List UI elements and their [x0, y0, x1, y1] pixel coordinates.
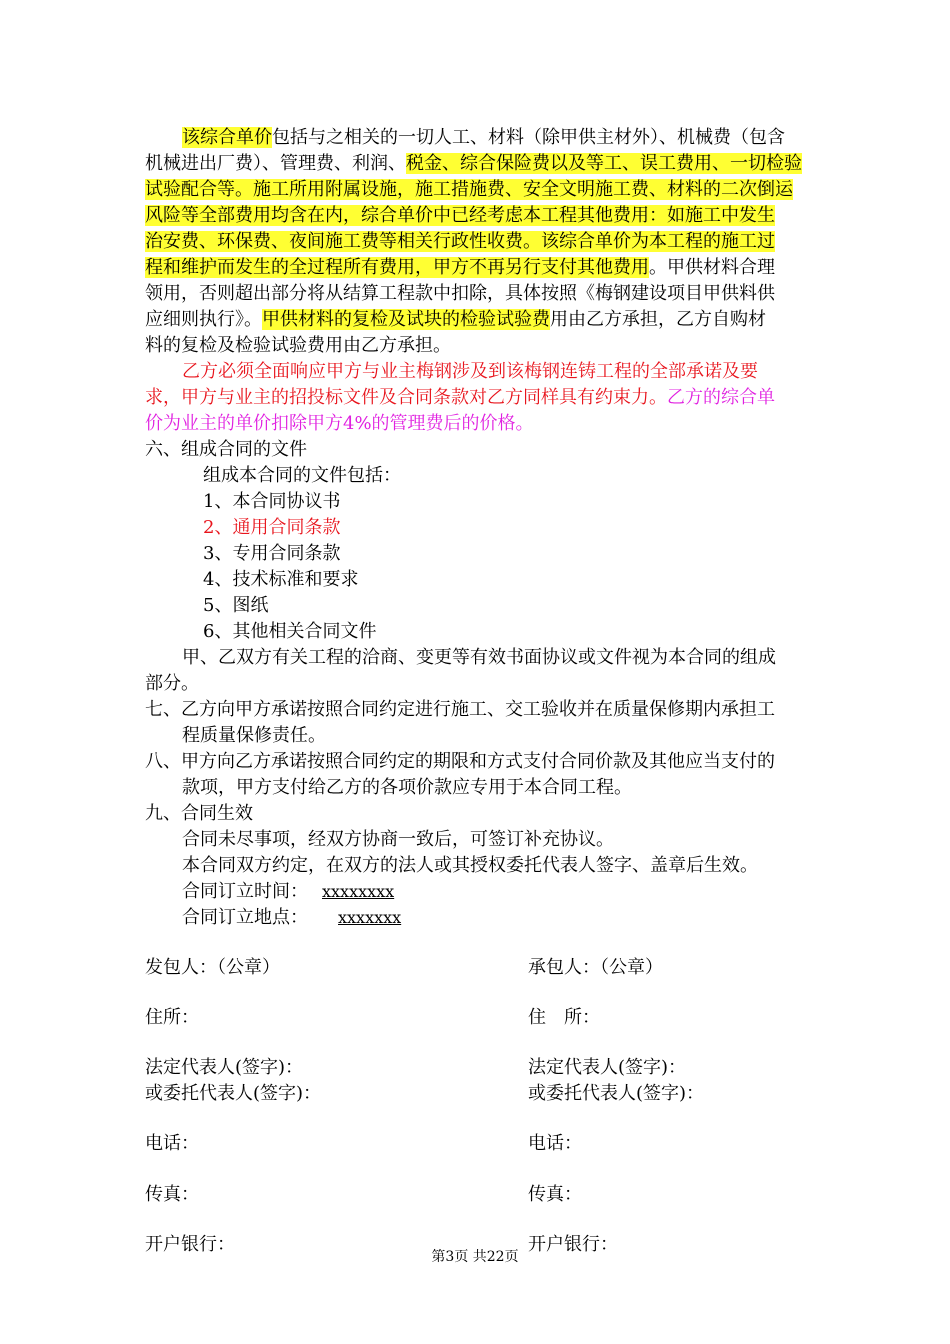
p1-line-9: 料的复检及检验试验费用由乙方承担。: [145, 335, 451, 356]
employer-address: 住所：: [145, 1007, 199, 1028]
highlight-text: 该综合单价: [182, 127, 272, 148]
p1-line-6: 程和维护而发生的全过程所有费用，甲方不再另行支付其他费用。甲供材料合理: [145, 257, 775, 278]
list-item: 1、本合同协议书: [203, 491, 341, 512]
section-7-line-1: 七、乙方向甲方承诺按照合同约定进行施工、交工验收并在质量保修期内承担工: [145, 699, 775, 720]
highlight-text: 程和维护而发生的全过程所有费用，甲方不再另行支付其他费用: [145, 257, 649, 278]
contractor-party: 承包人：（公章）: [528, 957, 663, 978]
contract-time-label: 合同订立时间：: [182, 881, 308, 902]
p1-line-8: 应细则执行》。甲供材料的复检及试块的检验试验费用由乙方承担，乙方自购材: [145, 309, 766, 330]
p2-line-3: 价为业主的单价扣除甲方4%的管理费后的价格。: [145, 413, 534, 434]
p1-line-5: [145, 229, 775, 254]
section-6-note-line-2: 部分。: [145, 673, 199, 694]
contract-place-label: 合同订立地点：: [182, 907, 308, 928]
employer-proxy: 或委托代表人(签字)：: [145, 1083, 322, 1104]
section-6-heading: 六、组成合同的文件: [145, 439, 307, 460]
p1-line-3: [145, 177, 793, 202]
employer-phone: 电话：: [145, 1133, 199, 1154]
section-9-line-1: 合同未尽事项，经双方协商一致后，可签订补充协议。: [182, 829, 614, 850]
section-9-line-2: 本合同双方约定，在双方的法人或其授权委托代表人签字、盖章后生效。: [182, 855, 758, 876]
section-6-note-line-1: 甲、乙双方有关工程的洽商、变更等有效书面协议或文件视为本合同的组成: [182, 647, 776, 668]
section-8-line-1: 八、甲方向乙方承诺按照合同约定的期限和方式支付合同价款及其他应当支付的: [145, 751, 775, 772]
p1-line-1: 该综合单价包括与之相关的一切人工、材料（除甲供主材外）、机械费（包含: [182, 127, 785, 148]
highlight-text: 税金、综合保险费以及等工、误工费用、一切检验: [406, 153, 802, 174]
p2-line-2: 求，甲方与业主的招投标文件及合同条款对乙方同样具有约束力。乙方的综合单: [145, 387, 775, 408]
list-item: 4、技术标准和要求: [203, 569, 359, 590]
contract-place: [182, 905, 401, 930]
p1-line-2: 机械进出厂费）、管理费、利润、税金、综合保险费以及等工、误工费用、一切检验: [145, 153, 802, 174]
section-9-heading: 九、合同生效: [145, 803, 253, 824]
contract-time: [182, 879, 394, 904]
p1-line-7: 领用，否则超出部分将从结算工程款中扣除，具体按照《梅钢建设项目甲供料供: [145, 283, 775, 304]
section-7-line-2: 程质量保修责任。: [182, 725, 326, 746]
highlight-text: 风险等全部费用均含在内，综合单价中已经考虑本工程其他费用：如施工中发生: [145, 205, 775, 226]
contractor-phone: 电话：: [528, 1133, 582, 1154]
page-number: 第3页 共22页: [431, 1249, 519, 1265]
highlight-text: 治安费、环保费、夜间施工费等相关行政性收费。该综合单价为本工程的施工过: [145, 231, 775, 252]
contractor-proxy: 或委托代表人(签字)：: [528, 1083, 705, 1104]
list-item: 2、通用合同条款: [203, 517, 341, 538]
employer-bank: 开户银行：: [145, 1234, 235, 1255]
highlight-text: 甲供材料的复检及试块的检验试验费: [262, 309, 550, 330]
list-item: 5、图纸: [203, 595, 269, 616]
section-6-intro: 组成本合同的文件包括：: [203, 465, 401, 486]
contract-place-value: xxxxxxx: [338, 908, 402, 927]
contractor-legal-rep: 法定代表人(签字)：: [528, 1057, 687, 1078]
employer-legal-rep: 法定代表人(签字)：: [145, 1057, 304, 1078]
section-8-line-2: 款项，甲方支付给乙方的各项价款应专用于本合同工程。: [182, 777, 632, 798]
list-item: 6、其他相关合同文件: [203, 621, 377, 642]
employer-fax: 传真：: [145, 1184, 199, 1205]
list-item: 3、专用合同条款: [203, 543, 341, 564]
p1-line-4: [145, 203, 775, 228]
contract-time-value: xxxxxxxx: [322, 882, 395, 901]
highlight-text: 试验配合等。施工所用附属设施，施工措施费、安全文明施工费、材料的二次倒运: [145, 179, 793, 200]
contractor-bank: 开户银行：: [528, 1234, 618, 1255]
employer-party: 发包人：（公章）: [145, 957, 280, 978]
contractor-address: 住 所：: [528, 1007, 600, 1028]
contractor-fax: 传真：: [528, 1184, 582, 1205]
p2-line-1: 乙方必须全面响应甲方与业主梅钢涉及到该梅钢连铸工程的全部承诺及要: [182, 361, 758, 382]
